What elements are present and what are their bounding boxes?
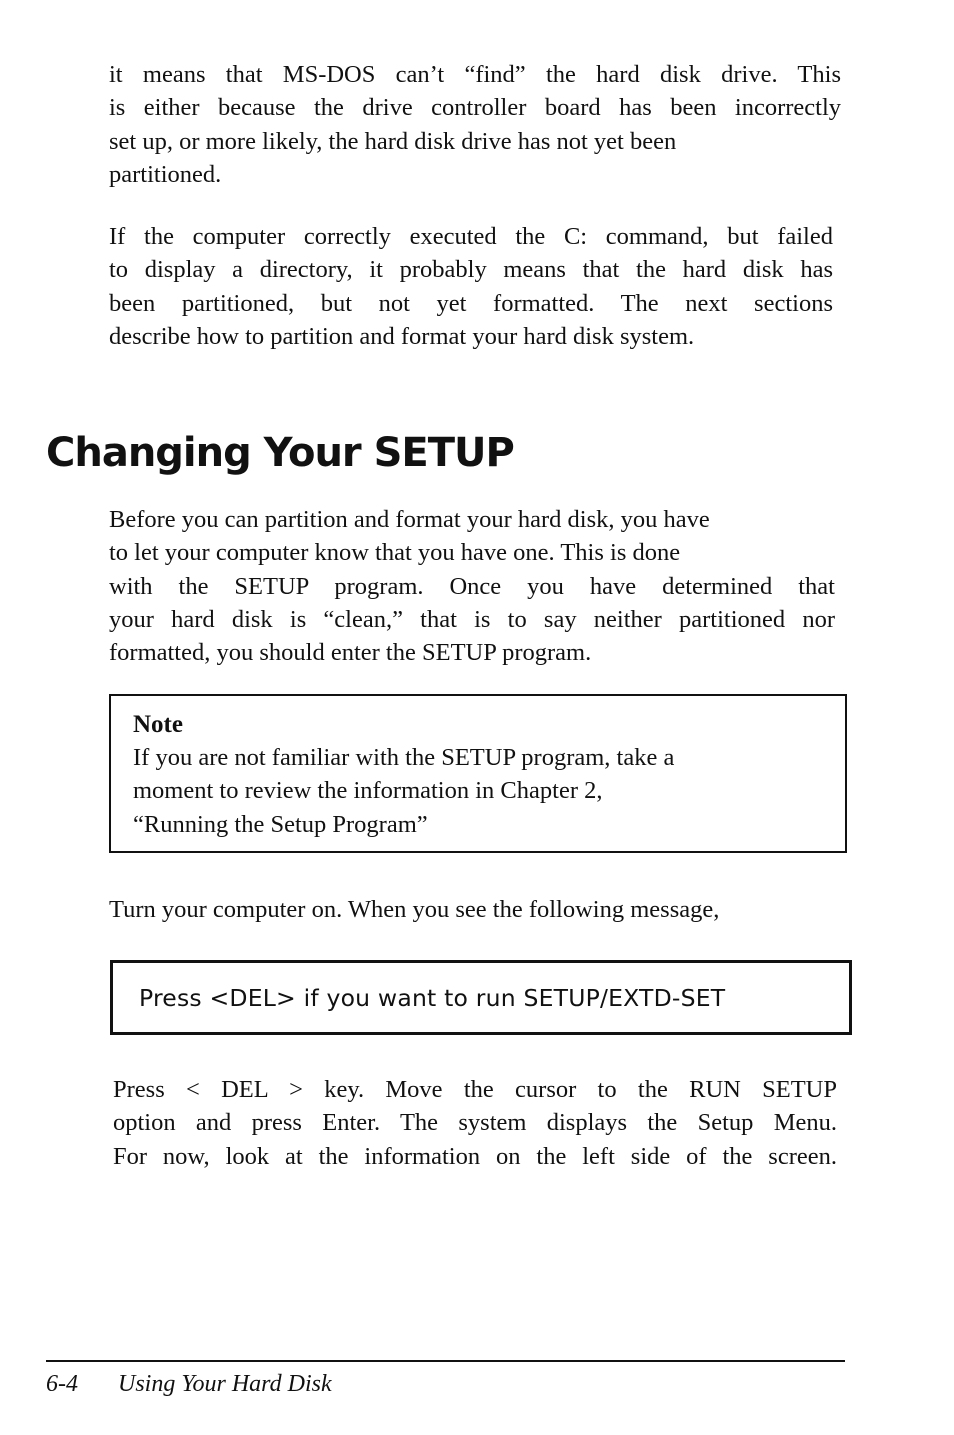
text-line: is either because the drive controller board has been incorrectly bbox=[109, 94, 841, 122]
intro-paragraph-2 bbox=[109, 220, 833, 353]
text-line: For now, look at the information on the left side of the screen. bbox=[113, 1142, 837, 1170]
note-line: If you are not familiar with the SETUP program, take a bbox=[133, 744, 675, 771]
note-line: “Running the Setup Program” bbox=[133, 810, 428, 838]
text-line: option and press Enter. The system displays the Setup Menu. bbox=[113, 1109, 837, 1137]
chapter-title: Using Your Hard Disk bbox=[118, 1371, 332, 1397]
text-line: formatted, you should enter the SETUP program. bbox=[109, 639, 592, 667]
page-footer bbox=[46, 1368, 332, 1400]
text-line: to let your computer know that you have one. This is done bbox=[109, 539, 681, 567]
text-line: with the SETUP program. Once you have determined that bbox=[109, 572, 835, 600]
note-title: Note bbox=[133, 711, 183, 738]
text-line: been partitioned, but not yet formatted. The next sections bbox=[109, 289, 833, 317]
intro-paragraph-1 bbox=[109, 58, 841, 191]
page-number: 6-4 bbox=[46, 1371, 78, 1397]
section-paragraph-3 bbox=[113, 1073, 837, 1173]
section-paragraph-2 bbox=[109, 893, 829, 926]
text-line: If the computer correctly executed the C: command, but failed bbox=[109, 223, 833, 250]
note-body bbox=[133, 741, 773, 841]
section-paragraph-1 bbox=[109, 503, 835, 669]
text-line: Turn your computer on. When you see the following message, bbox=[109, 896, 720, 923]
screen-message: Press <DEL> if you want to run SETUP/EXTD-SET bbox=[139, 984, 726, 1012]
note-line: moment to review the information in Chapter 2, bbox=[133, 777, 603, 805]
text-line: Before you can partition and format your hard disk, you have bbox=[109, 506, 710, 533]
text-line: it means that MS-DOS can’t “find” the hard disk drive. This bbox=[109, 61, 841, 88]
text-line: your hard disk is “clean,” that is to say neither partitioned nor bbox=[109, 605, 835, 633]
text-line: describe how to partition and format your hard disk system. bbox=[109, 322, 695, 350]
screen-message-box bbox=[110, 960, 852, 1035]
footer-rule bbox=[46, 1360, 845, 1362]
text-line: Press < DEL > key. Move the cursor to the RUN SETUP bbox=[113, 1076, 837, 1103]
section-heading: Changing Your SETUP bbox=[46, 430, 514, 476]
text-line: set up, or more likely, the hard disk drive has not yet been bbox=[109, 127, 677, 155]
text-line: to display a directory, it probably means that the hard disk has bbox=[109, 256, 833, 284]
note-box bbox=[109, 694, 847, 853]
text-line: partitioned. bbox=[109, 160, 222, 188]
